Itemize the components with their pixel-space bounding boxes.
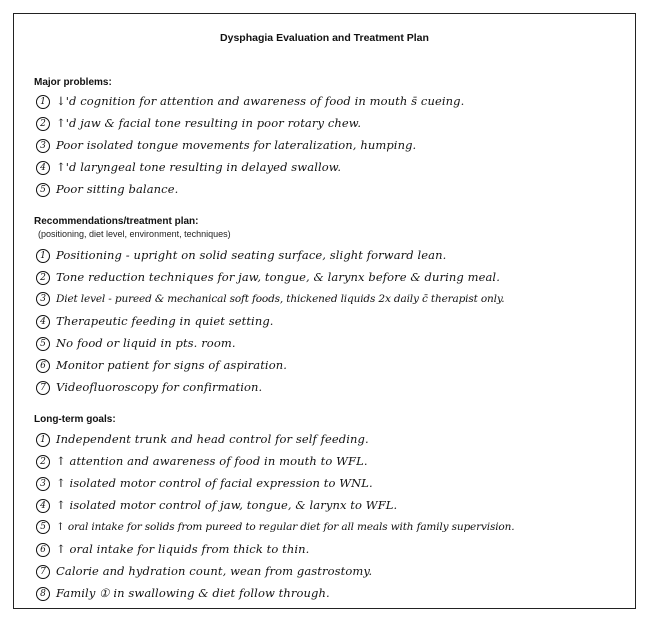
goal-item: 1 Independent trunk and head control for self feeding. [36,432,369,447]
goal-item: 8 Family ① in swallowing & diet follow through. [36,586,330,601]
major-problems-heading: Major problems: [34,77,112,88]
document-frame [13,13,636,609]
goal-item: 5 ↑ oral intake for solids from pureed to regular diet for all meals with family supervision. [36,520,514,534]
problem-item: 5 Poor sitting balance. [36,182,178,197]
recommendation-item: 5 No food or liquid in pts. room. [36,336,236,351]
goal-item: 4 ↑ isolated motor control of jaw, tongue, & larynx to WFL. [36,498,397,513]
recommendation-item: 3 Diet level - pureed & mechanical soft foods, thickened liquids 2x daily c̄ therapist only. [36,292,504,306]
goal-item: 3 ↑ isolated motor control of facial expression to WNL. [36,476,373,491]
problem-item: 4 ↑'d laryngeal tone resulting in delayed swallow. [36,160,341,175]
recommendations-subheading: (positioning, diet level, environment, techniques) [38,229,231,239]
recommendation-item: 7 Videofluoroscopy for confirmation. [36,380,262,395]
goal-item: 6 ↑ oral intake for liquids from thick to thin. [36,542,309,557]
long-term-goals-heading: Long-term goals: [34,414,116,425]
recommendation-item: 4 Therapeutic feeding in quiet setting. [36,314,274,329]
recommendation-item: 1 Positioning - upright on solid seating surface, slight forward lean. [36,248,446,263]
recommendation-item: 6 Monitor patient for signs of aspiration. [36,358,287,373]
problem-item: 1 ↓'d cognition for attention and awareness of food in mouth s̄ cueing. [36,94,464,109]
document-title: Dysphagia Evaluation and Treatment Plan [220,32,429,44]
problem-item: 3 Poor isolated tongue movements for lateralization, humping. [36,138,416,153]
problem-item: 2 ↑'d jaw & facial tone resulting in poor rotary chew. [36,116,361,131]
goal-item: 2 ↑ attention and awareness of food in mouth to WFL. [36,454,368,469]
goal-item: 7 Calorie and hydration count, wean from gastrostomy. [36,564,372,579]
recommendations-heading: Recommendations/treatment plan: [34,216,199,227]
recommendation-item: 2 Tone reduction techniques for jaw, tongue, & larynx before & during meal. [36,270,500,285]
